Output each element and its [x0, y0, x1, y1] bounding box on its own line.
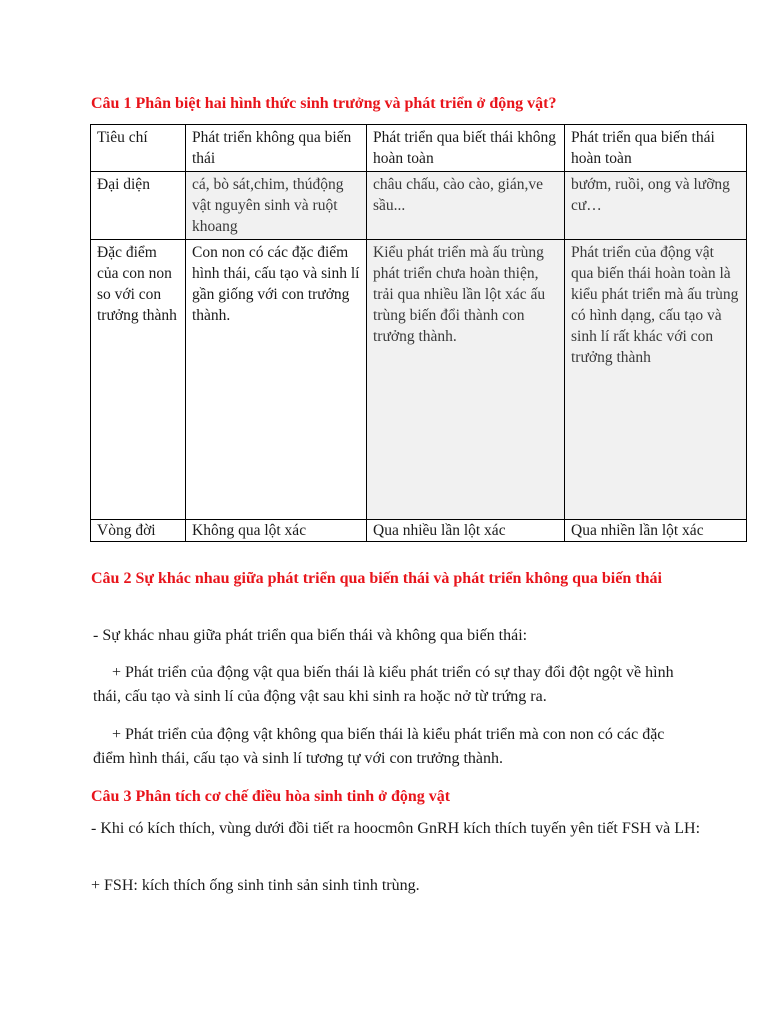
table-cell: Đặc điểm của con non so với con trưởng thành	[91, 240, 186, 520]
table-header-row	[91, 125, 747, 172]
paragraph: + Phát triển của động vật không qua biến thái là kiểu phát triển mà con non có các đặc điểm hình thái, cấu tạo và sinh lí tương tự với con trưởng thành.	[93, 726, 665, 767]
table-cell: Con non có các đặc điểm hình thái, cấu tạo và sinh lí gần giống với con trưởng thành.	[186, 240, 367, 520]
question-2-heading: Câu 2 Sự khác nhau giữa phát triển qua biến thái và phát triển không qua biến thái	[91, 570, 662, 587]
table-cell: Qua nhiều lần lột xác	[367, 520, 565, 542]
table-header-cell: Phát triển qua biết thái không hoàn toàn	[367, 125, 565, 172]
table-header-cell: Tiêu chí	[91, 125, 186, 172]
table-cell: cá, bò sát,chim, thúđộng vật nguyên sinh và ruột khoang	[186, 172, 367, 240]
table-cell: Đại diện	[91, 172, 186, 240]
table-row	[91, 172, 747, 240]
question-1-heading: Câu 1 Phân biệt hai hình thức sinh trưởng và phát triển ở động vật?	[91, 95, 557, 112]
table-row	[91, 240, 747, 520]
table-header-cell: Phát triển qua biến thái hoàn toàn	[565, 125, 747, 172]
table-cell: Vòng đời	[91, 520, 186, 542]
comparison-table	[90, 124, 747, 542]
paragraph: + Phát triển của động vật qua biến thái là kiểu phát triển có sự thay đổi đột ngột về hình thái, cấu tạo và sinh lí của động vật sau khi sinh ra hoặc nở từ trứng ra.	[93, 664, 674, 705]
table-header-cell: Phát triển không qua biến thái	[186, 125, 367, 172]
table-cell: Không qua lột xác	[186, 520, 367, 542]
table-cell: Qua nhiền lần lột xác	[565, 520, 747, 542]
paragraph: - Khi có kích thích, vùng dưới đồi tiết ra hoocmôn GnRH kích thích tuyến yên tiết FSH và LH:	[91, 820, 701, 837]
table-cell: Phát triển của động vật qua biến thái hoàn toàn là kiểu phát triển mà ấu trùng có hình dạng, cấu tạo và sinh lí rất khác với con trưởng thành	[565, 240, 747, 520]
paragraph: - Sự khác nhau giữa phát triển qua biến thái và không qua biến thái:	[93, 627, 528, 644]
table-cell: châu chấu, cào cào, gián,ve sầu...	[367, 172, 565, 240]
paragraph: + FSH: kích thích ống sinh tinh sản sinh tinh trùng.	[91, 877, 420, 894]
table-row	[91, 520, 747, 542]
question-3-heading: Câu 3 Phân tích cơ chế điều hòa sinh tinh ở động vật	[91, 788, 451, 805]
table-cell: Kiểu phát triển mà ấu trùng phát triển chưa hoàn thiện, trải qua nhiều lần lột xác ấu trùng biến đổi thành con trưởng thành.	[367, 240, 565, 520]
table-cell: bướm, ruồi, ong và lưỡng cư…	[565, 172, 747, 240]
